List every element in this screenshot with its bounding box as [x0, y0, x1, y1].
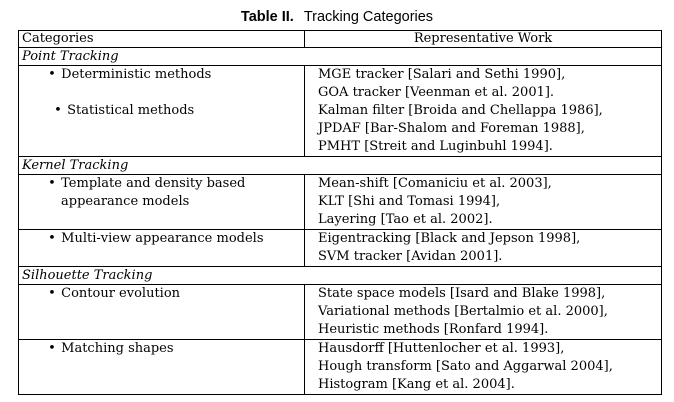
table-row — [19, 340, 662, 395]
bullet-icon: • — [48, 341, 56, 356]
method-label: Statistical methods — [67, 103, 195, 118]
work-line: MGE tracker [Salari and Sethi 1990], — [318, 67, 566, 82]
category-cell — [19, 340, 305, 395]
work-line: State space models [Isard and Blake 1998], — [318, 286, 606, 301]
method-label-continued: appearance models — [61, 194, 190, 209]
caption-label: Table II. — [240, 9, 294, 25]
category-cell — [19, 230, 305, 267]
header-row — [19, 31, 662, 48]
table-caption — [0, 9, 674, 25]
work-line: GOA tracker [Veenman et al. 2001]. — [318, 85, 555, 100]
section-title-point-tracking: Point Tracking — [19, 48, 662, 66]
section-title-kernel-tracking: Kernel Tracking — [19, 157, 662, 175]
section-row — [19, 267, 662, 285]
table-row — [19, 230, 662, 267]
work-line: Mean-shift [Comaniciu et al. 2003], — [318, 176, 552, 191]
work-line: Eigentracking [Black and Jepson 1998], — [318, 231, 581, 246]
header-representative-work: Representative Work — [305, 31, 662, 48]
work-line: KLT [Shi and Tomasi 1994], — [318, 194, 501, 209]
work-line: PMHT [Streit and Luginbuhl 1994]. — [318, 139, 553, 154]
table-row — [19, 66, 662, 157]
bullet-icon: • — [48, 286, 56, 301]
method-label: Deterministic methods — [61, 67, 212, 82]
work-line: Layering [Tao et al. 2002]. — [318, 212, 493, 227]
bullet-icon: • — [54, 103, 62, 118]
caption-title: Tracking Categories — [303, 9, 434, 25]
work-line: Hough transform [Sato and Aggarwal 2004], — [318, 359, 613, 374]
work-line: Heuristic methods [Ronfard 1994]. — [318, 322, 549, 337]
work-line: SVM tracker [Avidan 2001]. — [318, 249, 503, 264]
table-row — [19, 175, 662, 230]
table-row — [19, 285, 662, 340]
method-label: Contour evolution — [61, 286, 181, 301]
work-cell — [305, 230, 662, 267]
method-label: Template and density based — [61, 176, 246, 191]
work-cell — [305, 340, 662, 395]
section-title-silhouette-tracking: Silhouette Tracking — [19, 267, 662, 285]
category-cell — [19, 285, 305, 340]
work-line: Histogram [Kang et al. 2004]. — [318, 377, 515, 392]
work-line: Hausdorff [Huttenlocher et al. 1993], — [318, 341, 565, 356]
work-cell — [305, 175, 662, 230]
bullet-icon: • — [48, 176, 56, 191]
work-line: JPDAF [Bar-Shalom and Foreman 1988], — [318, 121, 585, 136]
category-cell — [19, 66, 305, 157]
work-line: Kalman filter [Broida and Chellappa 1986], — [318, 103, 603, 118]
tracking-categories-table — [18, 30, 662, 395]
work-cell — [305, 66, 662, 157]
category-cell — [19, 175, 305, 230]
section-row — [19, 48, 662, 66]
section-row — [19, 157, 662, 175]
work-line: Variational methods [Bertalmio et al. 2000], — [318, 304, 608, 319]
bullet-icon: • — [48, 231, 56, 246]
header-categories: Categories — [19, 31, 305, 48]
work-cell — [305, 285, 662, 340]
method-label: Matching shapes — [61, 341, 174, 356]
bullet-icon: • — [48, 67, 56, 82]
method-label: Multi-view appearance models — [61, 231, 264, 246]
